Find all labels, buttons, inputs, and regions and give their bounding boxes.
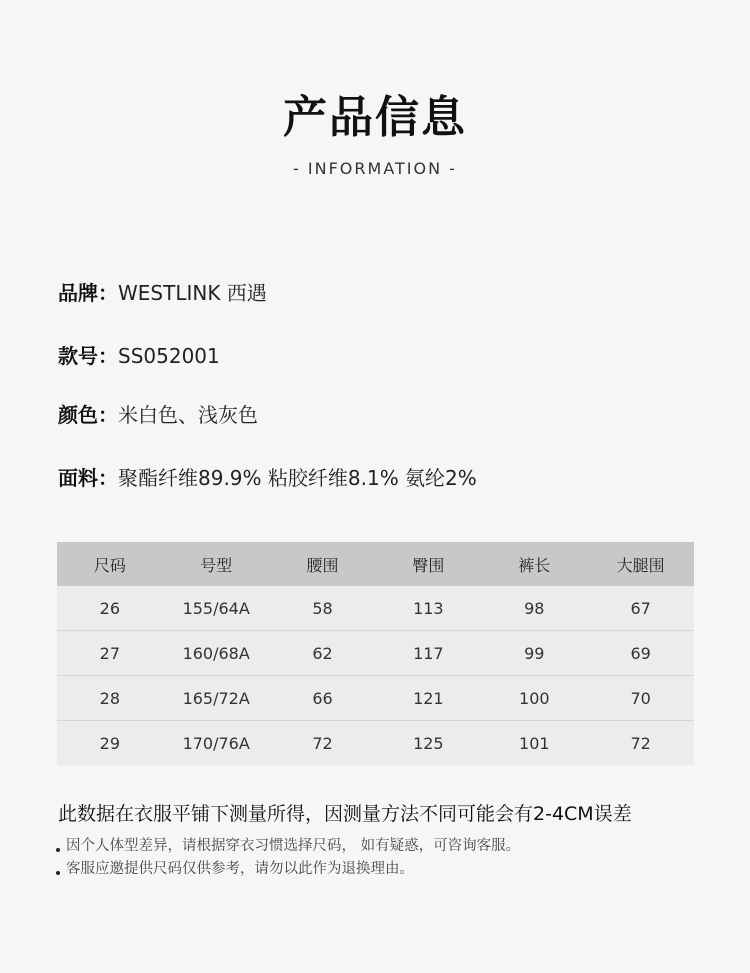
cell-size: 28 [57, 676, 163, 721]
color-value: 米白色、浅灰色 [118, 403, 258, 427]
bullet-dot-icon [56, 848, 60, 852]
style-number-value: SS052001 [118, 344, 220, 368]
cell-hip: 125 [375, 721, 481, 766]
brand-value: WESTLINK 西遇 [118, 281, 267, 305]
header-waist: 腰围 [270, 542, 376, 586]
note-text: 因个人体型差异，请根据穿衣习惯选择尺码， 如有疑惑，可咨询客服。 [66, 838, 521, 854]
table-row [57, 586, 694, 631]
cell-size: 27 [57, 631, 163, 676]
color-row [58, 400, 258, 430]
note-item [56, 835, 520, 857]
cell-thigh: 67 [587, 586, 694, 631]
cell-size: 26 [57, 586, 163, 631]
cell-waist: 72 [270, 721, 376, 766]
cell-waist: 66 [270, 676, 376, 721]
cell-length: 101 [481, 721, 587, 766]
cell-fit-code: 160/68A [163, 631, 270, 676]
header-length: 裤长 [481, 542, 587, 586]
measurement-note: 此数据在衣服平铺下测量所得，因测量方法不同可能会有2-4CM误差 [58, 803, 632, 825]
style-number-row [58, 341, 220, 371]
note-item [56, 858, 414, 880]
cell-length: 100 [481, 676, 587, 721]
table-header-row [57, 542, 694, 586]
cell-thigh: 69 [587, 631, 694, 676]
header-thigh: 大腿围 [587, 542, 694, 586]
header-size: 尺码 [57, 542, 163, 586]
header-fit-code: 号型 [163, 542, 270, 586]
cell-length: 98 [481, 586, 587, 631]
cell-waist: 62 [270, 631, 376, 676]
cell-length: 99 [481, 631, 587, 676]
table-row [57, 676, 694, 721]
table-row [57, 721, 694, 766]
note-text: 客服应邀提供尺码仅供参考，请勿以此作为退换理由。 [66, 861, 414, 877]
page-subtitle: - INFORMATION - [293, 159, 457, 178]
size-chart-table [57, 542, 694, 765]
cell-hip: 117 [375, 631, 481, 676]
cell-hip: 113 [375, 586, 481, 631]
style-number-label: 款号： [58, 344, 118, 368]
fabric-row [58, 463, 477, 493]
cell-thigh: 72 [587, 721, 694, 766]
table-row [57, 631, 694, 676]
brand-label: 品牌： [58, 281, 118, 305]
brand-row [58, 278, 267, 308]
cell-fit-code: 170/76A [163, 721, 270, 766]
cell-waist: 58 [270, 586, 376, 631]
page-title: 产品信息 [283, 92, 467, 143]
color-label: 颜色： [58, 403, 118, 427]
cell-fit-code: 165/72A [163, 676, 270, 721]
header-hip: 臀围 [375, 542, 481, 586]
fabric-label: 面料： [58, 466, 118, 490]
cell-thigh: 70 [587, 676, 694, 721]
cell-hip: 121 [375, 676, 481, 721]
cell-fit-code: 155/64A [163, 586, 270, 631]
bullet-dot-icon [56, 871, 60, 875]
fabric-value: 聚酯纤维89.9% 粘胶纤维8.1% 氨纶2% [118, 466, 477, 490]
cell-size: 29 [57, 721, 163, 766]
